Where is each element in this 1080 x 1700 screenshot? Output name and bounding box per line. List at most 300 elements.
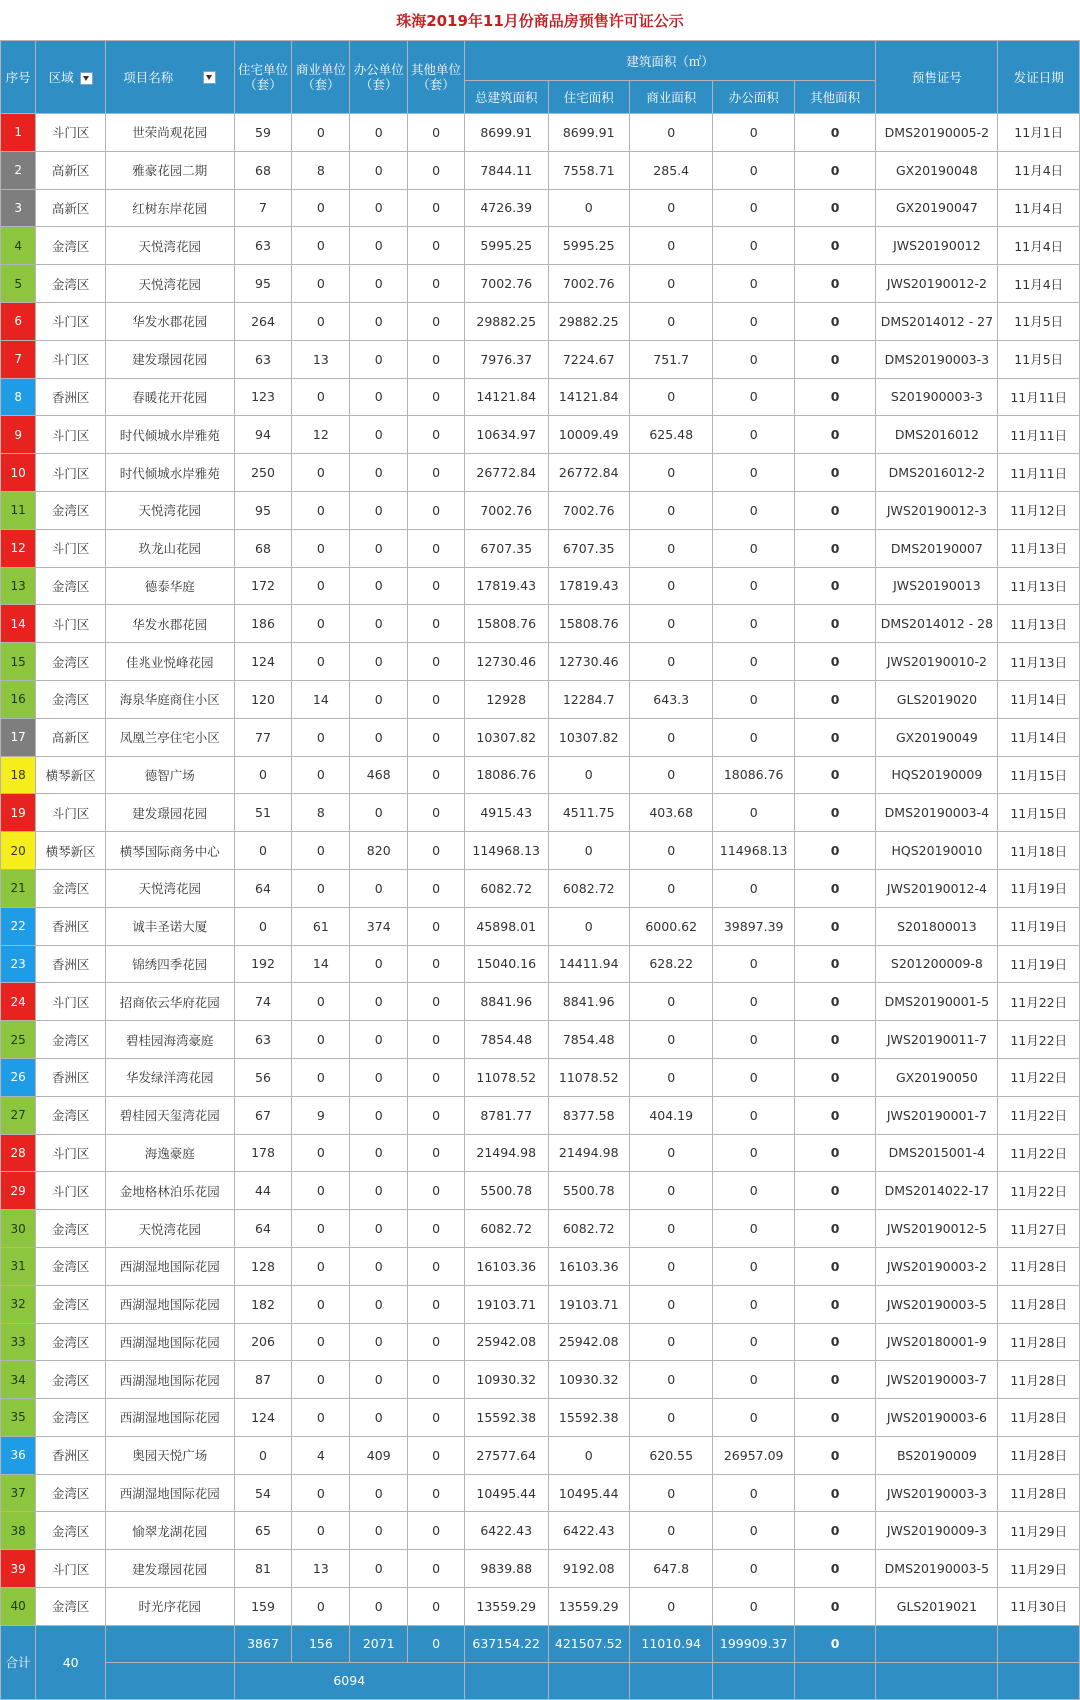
row-residential-area: 17819.43 bbox=[548, 567, 629, 605]
row-commercial-area: 0 bbox=[629, 718, 713, 756]
row-other-area: 0 bbox=[794, 567, 875, 605]
row-residential-units: 172 bbox=[234, 567, 292, 605]
header-project[interactable] bbox=[106, 41, 235, 114]
row-commercial-units: 0 bbox=[292, 1285, 350, 1323]
row-issue-date: 11月18日 bbox=[998, 832, 1080, 870]
row-commercial-area: 403.68 bbox=[629, 794, 713, 832]
totals-blank bbox=[548, 1662, 629, 1699]
totals-commercial-area: 11010.94 bbox=[629, 1625, 713, 1662]
row-other-area: 0 bbox=[794, 718, 875, 756]
row-permit-no: HQS20190010 bbox=[876, 832, 998, 870]
row-commercial-units: 0 bbox=[292, 378, 350, 416]
row-commercial-units: 0 bbox=[292, 869, 350, 907]
row-commercial-area: 0 bbox=[629, 302, 713, 340]
row-office-area: 0 bbox=[713, 1134, 794, 1172]
row-other-units: 0 bbox=[408, 1134, 465, 1172]
row-office-area: 0 bbox=[713, 1361, 794, 1399]
row-office-units: 0 bbox=[350, 869, 408, 907]
row-other-units: 0 bbox=[408, 1285, 465, 1323]
row-residential-units: 0 bbox=[234, 756, 292, 794]
table-row bbox=[1, 1323, 1080, 1361]
row-district: 金湾区 bbox=[36, 265, 106, 303]
row-issue-date: 11月29日 bbox=[998, 1512, 1080, 1550]
row-office-units: 0 bbox=[350, 1285, 408, 1323]
row-commercial-units: 0 bbox=[292, 1399, 350, 1437]
row-office-area: 0 bbox=[713, 718, 794, 756]
row-other-area: 0 bbox=[794, 1021, 875, 1059]
row-permit-no: DMS2015001-4 bbox=[876, 1134, 998, 1172]
row-total-area: 7976.37 bbox=[464, 340, 548, 378]
row-seq: 11 bbox=[1, 491, 36, 529]
row-other-units: 0 bbox=[408, 1210, 465, 1248]
row-residential-units: 124 bbox=[234, 643, 292, 681]
row-residential-units: 56 bbox=[234, 1058, 292, 1096]
row-commercial-units: 4 bbox=[292, 1436, 350, 1474]
row-commercial-area: 0 bbox=[629, 1474, 713, 1512]
row-residential-units: 123 bbox=[234, 378, 292, 416]
row-district: 香洲区 bbox=[36, 1436, 106, 1474]
row-residential-area: 29882.25 bbox=[548, 302, 629, 340]
row-other-area: 0 bbox=[794, 1134, 875, 1172]
row-commercial-units: 0 bbox=[292, 454, 350, 492]
row-residential-area: 16103.36 bbox=[548, 1247, 629, 1285]
row-permit-no: DMS2016012 bbox=[876, 416, 998, 454]
row-commercial-units: 0 bbox=[292, 1512, 350, 1550]
row-issue-date: 11月30日 bbox=[998, 1588, 1080, 1626]
row-office-units: 0 bbox=[350, 227, 408, 265]
row-commercial-units: 0 bbox=[292, 302, 350, 340]
table-row bbox=[1, 567, 1080, 605]
row-other-units: 0 bbox=[408, 832, 465, 870]
row-project: 西湖湿地国际花园 bbox=[106, 1247, 235, 1285]
row-commercial-area: 643.3 bbox=[629, 680, 713, 718]
row-district: 金湾区 bbox=[36, 567, 106, 605]
row-residential-area: 6707.35 bbox=[548, 529, 629, 567]
row-commercial-area: 0 bbox=[629, 1021, 713, 1059]
row-total-area: 4726.39 bbox=[464, 189, 548, 227]
header-district-label: 区域 bbox=[48, 70, 74, 85]
row-residential-area: 11078.52 bbox=[548, 1058, 629, 1096]
row-commercial-units: 12 bbox=[292, 416, 350, 454]
row-commercial-area: 0 bbox=[629, 1588, 713, 1626]
row-permit-no: DMS2014022-17 bbox=[876, 1172, 998, 1210]
row-issue-date: 11月1日 bbox=[998, 114, 1080, 152]
header-area-group: 建筑面积（㎡） bbox=[464, 41, 875, 81]
row-residential-units: 81 bbox=[234, 1550, 292, 1588]
row-commercial-units: 0 bbox=[292, 567, 350, 605]
row-district: 斗门区 bbox=[36, 983, 106, 1021]
row-district: 斗门区 bbox=[36, 605, 106, 643]
row-office-units: 0 bbox=[350, 151, 408, 189]
row-commercial-units: 14 bbox=[292, 945, 350, 983]
row-office-units: 409 bbox=[350, 1436, 408, 1474]
row-project: 建发璟园花园 bbox=[106, 794, 235, 832]
row-residential-area: 6082.72 bbox=[548, 869, 629, 907]
row-seq: 27 bbox=[1, 1096, 36, 1134]
row-office-units: 0 bbox=[350, 302, 408, 340]
row-office-area: 0 bbox=[713, 1588, 794, 1626]
row-permit-no: GLS2019021 bbox=[876, 1588, 998, 1626]
totals-blank bbox=[713, 1662, 794, 1699]
row-residential-area: 6422.43 bbox=[548, 1512, 629, 1550]
table-row bbox=[1, 378, 1080, 416]
row-issue-date: 11月28日 bbox=[998, 1361, 1080, 1399]
row-other-units: 0 bbox=[408, 1058, 465, 1096]
row-issue-date: 11月5日 bbox=[998, 340, 1080, 378]
row-residential-area: 26772.84 bbox=[548, 454, 629, 492]
row-other-units: 0 bbox=[408, 756, 465, 794]
row-project: 锦绣四季花园 bbox=[106, 945, 235, 983]
row-residential-area: 14121.84 bbox=[548, 378, 629, 416]
table-row bbox=[1, 680, 1080, 718]
row-commercial-area: 0 bbox=[629, 1058, 713, 1096]
row-district: 香洲区 bbox=[36, 945, 106, 983]
row-permit-no: JWS20190003-3 bbox=[876, 1474, 998, 1512]
row-other-area: 0 bbox=[794, 983, 875, 1021]
row-seq: 14 bbox=[1, 605, 36, 643]
row-seq: 25 bbox=[1, 1021, 36, 1059]
row-office-area: 114968.13 bbox=[713, 832, 794, 870]
row-seq: 37 bbox=[1, 1474, 36, 1512]
row-total-area: 8699.91 bbox=[464, 114, 548, 152]
row-residential-area: 21494.98 bbox=[548, 1134, 629, 1172]
row-office-units: 0 bbox=[350, 114, 408, 152]
row-office-area: 0 bbox=[713, 189, 794, 227]
row-total-area: 6082.72 bbox=[464, 1210, 548, 1248]
header-permit-no: 预售证号 bbox=[876, 41, 998, 114]
row-office-units: 0 bbox=[350, 794, 408, 832]
header-office-area: 办公面积 bbox=[713, 81, 794, 114]
row-total-area: 12730.46 bbox=[464, 643, 548, 681]
row-commercial-units: 0 bbox=[292, 643, 350, 681]
row-district: 斗门区 bbox=[36, 114, 106, 152]
row-other-area: 0 bbox=[794, 680, 875, 718]
row-issue-date: 11月11日 bbox=[998, 454, 1080, 492]
filter-dropdown-icon[interactable] bbox=[80, 72, 93, 85]
totals-commercial-units: 156 bbox=[292, 1625, 350, 1662]
row-commercial-units: 0 bbox=[292, 114, 350, 152]
row-residential-units: 67 bbox=[234, 1096, 292, 1134]
row-commercial-units: 0 bbox=[292, 1247, 350, 1285]
row-seq: 36 bbox=[1, 1436, 36, 1474]
row-issue-date: 11月5日 bbox=[998, 302, 1080, 340]
row-total-area: 12928 bbox=[464, 680, 548, 718]
row-seq: 10 bbox=[1, 454, 36, 492]
table-row bbox=[1, 605, 1080, 643]
header-district[interactable] bbox=[36, 41, 106, 114]
row-permit-no: JWS20190003-7 bbox=[876, 1361, 998, 1399]
row-issue-date: 11月28日 bbox=[998, 1323, 1080, 1361]
row-issue-date: 11月19日 bbox=[998, 869, 1080, 907]
row-permit-no: S201200009-8 bbox=[876, 945, 998, 983]
row-commercial-units: 0 bbox=[292, 1588, 350, 1626]
row-residential-area: 7002.76 bbox=[548, 265, 629, 303]
row-commercial-area: 0 bbox=[629, 1210, 713, 1248]
row-total-area: 10634.97 bbox=[464, 416, 548, 454]
row-total-area: 10307.82 bbox=[464, 718, 548, 756]
row-office-units: 0 bbox=[350, 189, 408, 227]
row-permit-no: JWS20190012-4 bbox=[876, 869, 998, 907]
row-office-area: 0 bbox=[713, 1058, 794, 1096]
header-commercial-area: 商业面积 bbox=[629, 81, 713, 114]
row-residential-units: 206 bbox=[234, 1323, 292, 1361]
row-residential-area: 7558.71 bbox=[548, 151, 629, 189]
row-office-area: 0 bbox=[713, 1399, 794, 1437]
table-row bbox=[1, 1285, 1080, 1323]
row-issue-date: 11月28日 bbox=[998, 1436, 1080, 1474]
row-permit-no: S201800013 bbox=[876, 907, 998, 945]
row-residential-units: 95 bbox=[234, 491, 292, 529]
row-issue-date: 11月19日 bbox=[998, 907, 1080, 945]
row-district: 斗门区 bbox=[36, 529, 106, 567]
row-other-area: 0 bbox=[794, 1096, 875, 1134]
row-other-units: 0 bbox=[408, 869, 465, 907]
filter-dropdown-icon[interactable] bbox=[203, 71, 216, 84]
row-issue-date: 11月28日 bbox=[998, 1285, 1080, 1323]
row-other-area: 0 bbox=[794, 378, 875, 416]
row-project: 佳兆业悦峰花园 bbox=[106, 643, 235, 681]
row-office-area: 0 bbox=[713, 1210, 794, 1248]
row-other-area: 0 bbox=[794, 1399, 875, 1437]
row-total-area: 5500.78 bbox=[464, 1172, 548, 1210]
row-total-area: 7002.76 bbox=[464, 265, 548, 303]
row-project: 天悦湾花园 bbox=[106, 1210, 235, 1248]
row-residential-area: 14411.94 bbox=[548, 945, 629, 983]
row-issue-date: 11月13日 bbox=[998, 529, 1080, 567]
row-office-area: 0 bbox=[713, 151, 794, 189]
row-seq: 16 bbox=[1, 680, 36, 718]
row-other-units: 0 bbox=[408, 605, 465, 643]
header-other-area: 其他面积 bbox=[794, 81, 875, 114]
row-project: 西湖湿地国际花园 bbox=[106, 1399, 235, 1437]
row-district: 香洲区 bbox=[36, 1058, 106, 1096]
row-total-area: 7844.11 bbox=[464, 151, 548, 189]
row-issue-date: 11月28日 bbox=[998, 1399, 1080, 1437]
row-commercial-units: 13 bbox=[292, 340, 350, 378]
row-office-area: 0 bbox=[713, 340, 794, 378]
row-district: 斗门区 bbox=[36, 794, 106, 832]
row-office-units: 0 bbox=[350, 1474, 408, 1512]
row-commercial-area: 0 bbox=[629, 1361, 713, 1399]
row-commercial-area: 751.7 bbox=[629, 340, 713, 378]
row-other-units: 0 bbox=[408, 794, 465, 832]
row-project: 诚丰圣诺大厦 bbox=[106, 907, 235, 945]
row-commercial-area: 6000.62 bbox=[629, 907, 713, 945]
row-total-area: 8841.96 bbox=[464, 983, 548, 1021]
row-other-area: 0 bbox=[794, 1512, 875, 1550]
row-residential-units: 68 bbox=[234, 529, 292, 567]
row-permit-no: JWS20190011-7 bbox=[876, 1021, 998, 1059]
row-issue-date: 11月4日 bbox=[998, 189, 1080, 227]
row-residential-units: 264 bbox=[234, 302, 292, 340]
row-commercial-units: 0 bbox=[292, 832, 350, 870]
row-district: 斗门区 bbox=[36, 302, 106, 340]
row-office-area: 0 bbox=[713, 794, 794, 832]
row-seq: 5 bbox=[1, 265, 36, 303]
row-total-area: 18086.76 bbox=[464, 756, 548, 794]
totals-other-units: 0 bbox=[408, 1625, 465, 1662]
row-permit-no: DMS20190003-5 bbox=[876, 1550, 998, 1588]
row-total-area: 15808.76 bbox=[464, 605, 548, 643]
row-permit-no: S201900003-3 bbox=[876, 378, 998, 416]
row-project: 碧桂园天玺湾花园 bbox=[106, 1096, 235, 1134]
row-residential-area: 10307.82 bbox=[548, 718, 629, 756]
row-seq: 17 bbox=[1, 718, 36, 756]
row-commercial-units: 0 bbox=[292, 756, 350, 794]
header-other-units: 其他单位（套） bbox=[408, 41, 465, 114]
table-row bbox=[1, 1512, 1080, 1550]
row-office-units: 0 bbox=[350, 378, 408, 416]
row-commercial-area: 0 bbox=[629, 454, 713, 492]
row-other-units: 0 bbox=[408, 680, 465, 718]
row-permit-no: GX20190049 bbox=[876, 718, 998, 756]
row-office-units: 0 bbox=[350, 983, 408, 1021]
row-project: 华发水郡花园 bbox=[106, 605, 235, 643]
row-office-units: 0 bbox=[350, 1399, 408, 1437]
row-office-area: 0 bbox=[713, 945, 794, 983]
row-total-area: 21494.98 bbox=[464, 1134, 548, 1172]
row-other-units: 0 bbox=[408, 567, 465, 605]
row-office-units: 0 bbox=[350, 1361, 408, 1399]
row-residential-units: 63 bbox=[234, 340, 292, 378]
row-issue-date: 11月4日 bbox=[998, 151, 1080, 189]
row-project: 招商依云华府花园 bbox=[106, 983, 235, 1021]
row-residential-units: 124 bbox=[234, 1399, 292, 1437]
row-office-area: 0 bbox=[713, 605, 794, 643]
row-residential-units: 63 bbox=[234, 1021, 292, 1059]
table-row bbox=[1, 1436, 1080, 1474]
row-project: 春暖花开花园 bbox=[106, 378, 235, 416]
row-district: 金湾区 bbox=[36, 227, 106, 265]
header-residential-units: 住宅单位（套） bbox=[234, 41, 292, 114]
row-residential-area: 10930.32 bbox=[548, 1361, 629, 1399]
page-title: 珠海2019年11月份商品房预售许可证公示 bbox=[0, 0, 1080, 41]
row-office-area: 0 bbox=[713, 265, 794, 303]
row-commercial-units: 8 bbox=[292, 151, 350, 189]
row-district: 斗门区 bbox=[36, 1550, 106, 1588]
row-total-area: 19103.71 bbox=[464, 1285, 548, 1323]
row-district: 金湾区 bbox=[36, 1285, 106, 1323]
table-row bbox=[1, 945, 1080, 983]
row-other-area: 0 bbox=[794, 265, 875, 303]
row-permit-no: JWS20180001-9 bbox=[876, 1323, 998, 1361]
row-seq: 3 bbox=[1, 189, 36, 227]
row-commercial-area: 0 bbox=[629, 1399, 713, 1437]
row-project: 天悦湾花园 bbox=[106, 869, 235, 907]
row-permit-no: GX20190047 bbox=[876, 189, 998, 227]
row-seq: 12 bbox=[1, 529, 36, 567]
row-district: 横琴新区 bbox=[36, 756, 106, 794]
row-district: 金湾区 bbox=[36, 491, 106, 529]
totals-office-area: 199909.37 bbox=[713, 1625, 794, 1662]
table-row bbox=[1, 491, 1080, 529]
row-residential-area: 8699.91 bbox=[548, 114, 629, 152]
table-row bbox=[1, 340, 1080, 378]
row-office-units: 0 bbox=[350, 1247, 408, 1285]
row-permit-no: JWS20190003-5 bbox=[876, 1285, 998, 1323]
row-seq: 20 bbox=[1, 832, 36, 870]
row-other-units: 0 bbox=[408, 1247, 465, 1285]
totals-blank bbox=[106, 1662, 235, 1699]
row-seq: 1 bbox=[1, 114, 36, 152]
row-residential-units: 87 bbox=[234, 1361, 292, 1399]
row-project: 天悦湾花园 bbox=[106, 265, 235, 303]
row-other-units: 0 bbox=[408, 1021, 465, 1059]
row-district: 金湾区 bbox=[36, 1361, 106, 1399]
row-residential-area: 0 bbox=[548, 832, 629, 870]
row-office-area: 0 bbox=[713, 302, 794, 340]
row-permit-no: GX20190050 bbox=[876, 1058, 998, 1096]
row-district: 金湾区 bbox=[36, 680, 106, 718]
row-commercial-area: 0 bbox=[629, 1323, 713, 1361]
row-commercial-units: 14 bbox=[292, 680, 350, 718]
totals-blank bbox=[998, 1625, 1080, 1662]
table-row bbox=[1, 643, 1080, 681]
table-row bbox=[1, 454, 1080, 492]
row-other-units: 0 bbox=[408, 227, 465, 265]
row-residential-units: 77 bbox=[234, 718, 292, 756]
row-permit-no: DMS20190005-2 bbox=[876, 114, 998, 152]
row-office-units: 0 bbox=[350, 605, 408, 643]
row-total-area: 15040.16 bbox=[464, 945, 548, 983]
row-other-area: 0 bbox=[794, 491, 875, 529]
table-row bbox=[1, 1058, 1080, 1096]
row-office-units: 0 bbox=[350, 454, 408, 492]
row-issue-date: 11月14日 bbox=[998, 680, 1080, 718]
row-office-area: 0 bbox=[713, 1323, 794, 1361]
row-commercial-units: 0 bbox=[292, 1058, 350, 1096]
table-row bbox=[1, 227, 1080, 265]
row-project: 德智广场 bbox=[106, 756, 235, 794]
row-residential-area: 25942.08 bbox=[548, 1323, 629, 1361]
row-other-area: 0 bbox=[794, 1550, 875, 1588]
row-permit-no: HQS20190009 bbox=[876, 756, 998, 794]
row-district: 香洲区 bbox=[36, 378, 106, 416]
row-district: 金湾区 bbox=[36, 1247, 106, 1285]
table-row bbox=[1, 1399, 1080, 1437]
row-other-area: 0 bbox=[794, 1323, 875, 1361]
row-project: 天悦湾花园 bbox=[106, 227, 235, 265]
row-commercial-area: 0 bbox=[629, 529, 713, 567]
row-seq: 24 bbox=[1, 983, 36, 1021]
row-other-units: 0 bbox=[408, 643, 465, 681]
row-project: 建发璟园花园 bbox=[106, 1550, 235, 1588]
totals-other-area: 0 bbox=[794, 1625, 875, 1662]
table-row bbox=[1, 1134, 1080, 1172]
row-commercial-units: 0 bbox=[292, 189, 350, 227]
row-office-units: 0 bbox=[350, 945, 408, 983]
row-permit-no: DMS2014012 - 28 bbox=[876, 605, 998, 643]
row-commercial-area: 0 bbox=[629, 1247, 713, 1285]
row-residential-area: 10495.44 bbox=[548, 1474, 629, 1512]
row-other-area: 0 bbox=[794, 1210, 875, 1248]
row-residential-units: 44 bbox=[234, 1172, 292, 1210]
table-row bbox=[1, 1588, 1080, 1626]
row-commercial-units: 61 bbox=[292, 907, 350, 945]
table-row bbox=[1, 529, 1080, 567]
row-total-area: 114968.13 bbox=[464, 832, 548, 870]
row-commercial-units: 0 bbox=[292, 265, 350, 303]
row-residential-units: 59 bbox=[234, 114, 292, 152]
row-total-area: 8781.77 bbox=[464, 1096, 548, 1134]
row-total-area: 26772.84 bbox=[464, 454, 548, 492]
table-row bbox=[1, 718, 1080, 756]
row-project: 西湖湿地国际花园 bbox=[106, 1285, 235, 1323]
header-project-label: 项目名称 bbox=[123, 70, 174, 85]
row-office-units: 0 bbox=[350, 1588, 408, 1626]
row-total-area: 15592.38 bbox=[464, 1399, 548, 1437]
row-district: 高新区 bbox=[36, 151, 106, 189]
